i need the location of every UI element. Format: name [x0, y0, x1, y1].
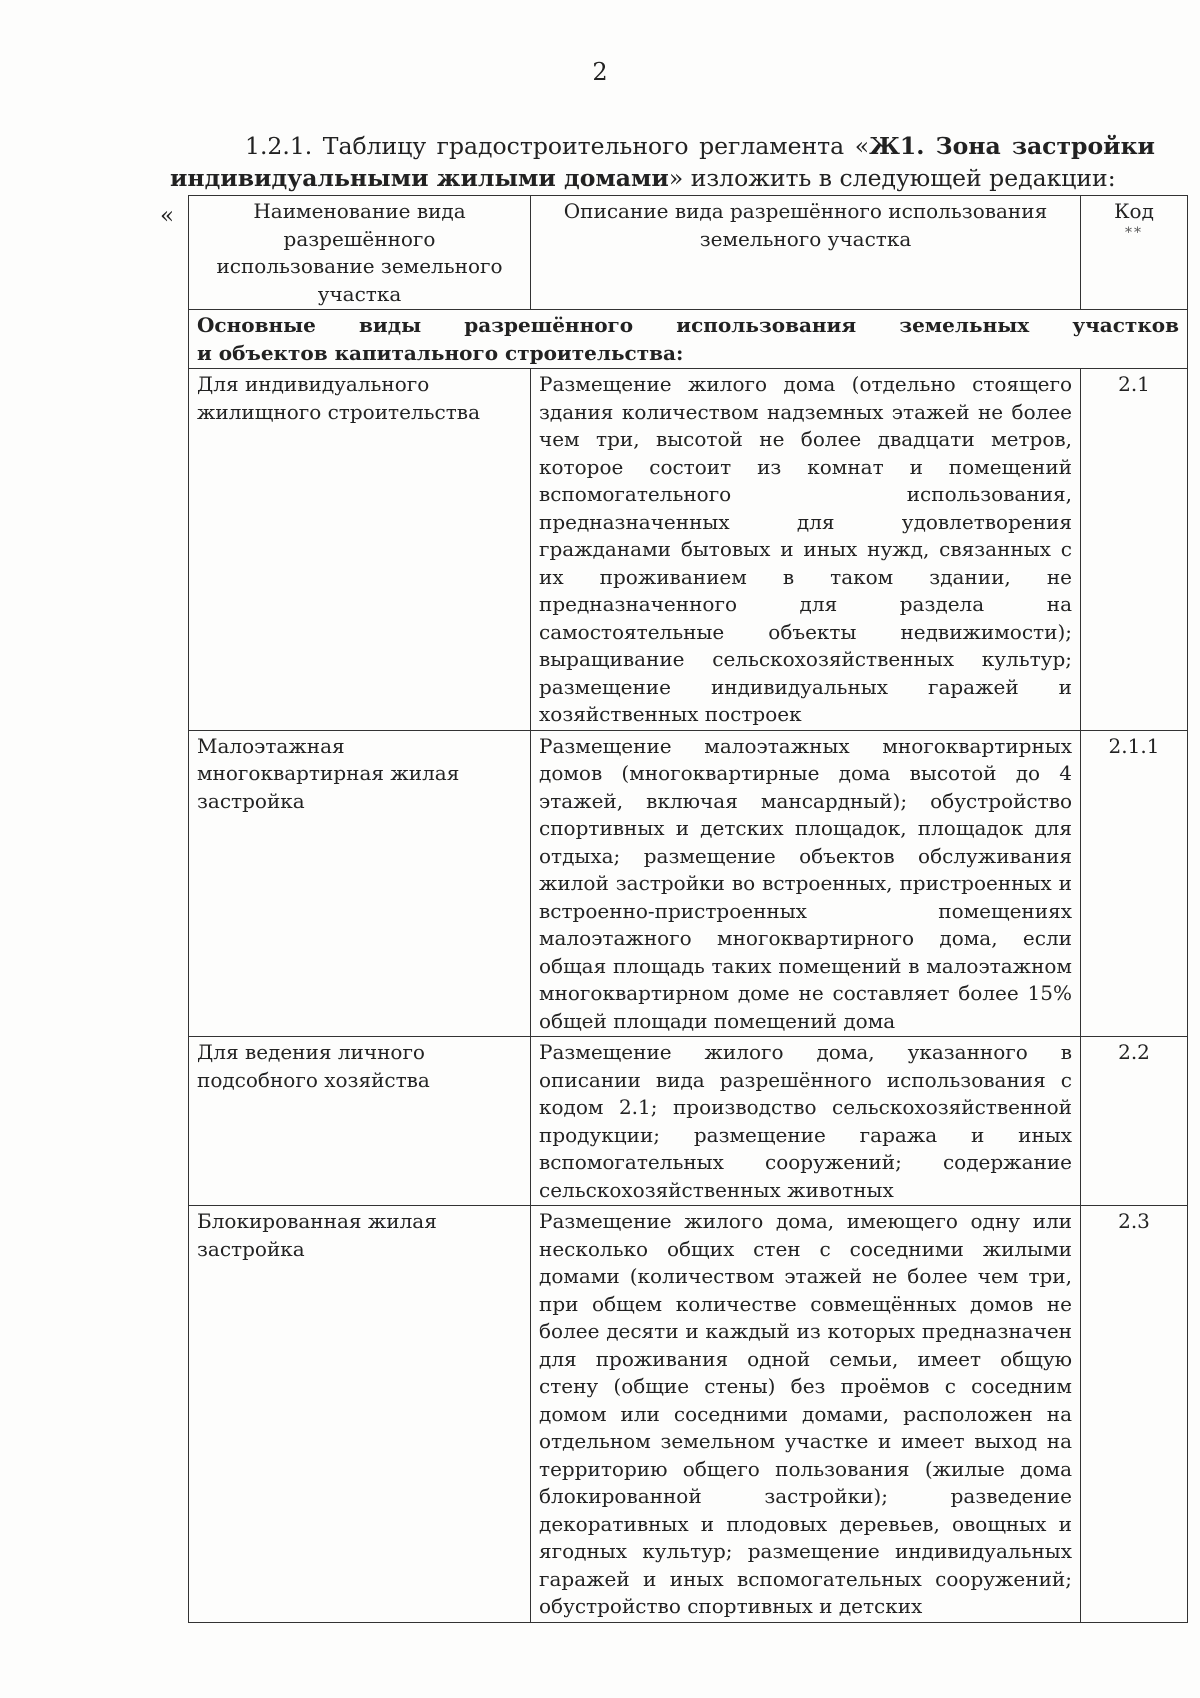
use-code: 2.2: [1081, 1037, 1188, 1206]
section-heading-line1: Основные виды разрешённого использования земельных участков: [197, 313, 1179, 337]
header-name: Наименование вида разрешённого использование земельного участка: [189, 196, 531, 310]
section-row: [189, 310, 1188, 369]
section-heading: [189, 310, 1188, 369]
use-description: Размещение жилого дома, указанного в описании вида разрешённого использования с кодом 2.1; производство сельскохозяйственной продукции; размещение гаража и иных вспомогательных сооружений; содержание сельскохозяйственных животных: [531, 1037, 1081, 1206]
use-description: Размещение жилого дома, имеющего одну или несколько общих стен с соседними жилыми домами (количеством этажей не более чем три, при общем количестве совмещённых домов не более десяти и каждый из которых предназначен для проживания одной семьи, имеет общую стену (общие стены) без проёмов с соседним домом или соседними домами, расположен на отдельном земельном участке и имеет выход на территорию общего пользования (жилые дома блокированной застройки); разведение декоративных и плодовых деревьев, овощных и ягодных культур; размещение индивидуальных гаражей и иных вспомогательных сооружений; обустройство спортивных и детских: [531, 1206, 1081, 1623]
opening-quote: «: [160, 203, 175, 229]
use-name: Малоэтажная многоквартирная жилая застройка: [189, 730, 531, 1037]
header-code-note: **: [1125, 224, 1143, 241]
header-code-label: Код: [1114, 199, 1154, 223]
intro-text-after: » изложить в следующей редакции:: [668, 164, 1116, 192]
section-heading-line2: и объектов капитального строительства:: [197, 340, 684, 365]
use-code: 2.3: [1081, 1206, 1188, 1623]
use-code: 2.1: [1081, 369, 1188, 731]
header-code: [1081, 196, 1188, 310]
intro-paragraph: [170, 130, 1155, 194]
table-row: [189, 730, 1188, 1037]
table-header-row: [189, 196, 1188, 310]
table-row: [189, 1206, 1188, 1623]
table-row: [189, 369, 1188, 731]
use-name: Для индивидуального жилищного строительства: [189, 369, 531, 731]
header-description: Описание вида разрешённого использования земельного участка: [531, 196, 1081, 310]
clause-number: 1.2.1.: [245, 132, 313, 160]
use-description: Размещение малоэтажных многоквартирных домов (многоквартирные дома высотой до 4 этажей, включая мансардный); обустройство спортивных и детских площадок, площадок для отдыха; размещение объектов обслуживания жилой застройки во встроенных, пристроенных и встроенно-пристроенных помещениях малоэтажного многоквартирного дома, если общая площадь таких помещений в малоэтажном многоквартирном доме не составляет более 15% общей площади помещений дома: [531, 730, 1081, 1037]
use-description: Размещение жилого дома (отдельно стоящего здания количеством надземных этажей не более чем три, высотой не более двадцати метров, которое состоит из комнат и помещений вспомогательного использования, предназначенных для удовлетворения гражданами бытовых и иных нужд, связанных с их проживанием в таком здании, не предназначенного для раздела на самостоятельные объекты недвижимости); выращивание сельскохозяйственных культур; размещение индивидуальных гаражей и хозяйственных построек: [531, 369, 1081, 731]
table-row: [189, 1037, 1188, 1206]
page-number: 2: [592, 58, 608, 86]
use-name: Для ведения личного подсобного хозяйства: [189, 1037, 531, 1206]
regulation-table: [188, 195, 1188, 1623]
use-code: 2.1.1: [1081, 730, 1188, 1037]
use-name: Блокированная жилая застройка: [189, 1206, 531, 1623]
zone-title: Ж1. Зона застройки индивидуальными жилыми домами: [170, 132, 1155, 192]
intro-text-before: Таблицу градостроительного регламента «: [322, 132, 870, 160]
